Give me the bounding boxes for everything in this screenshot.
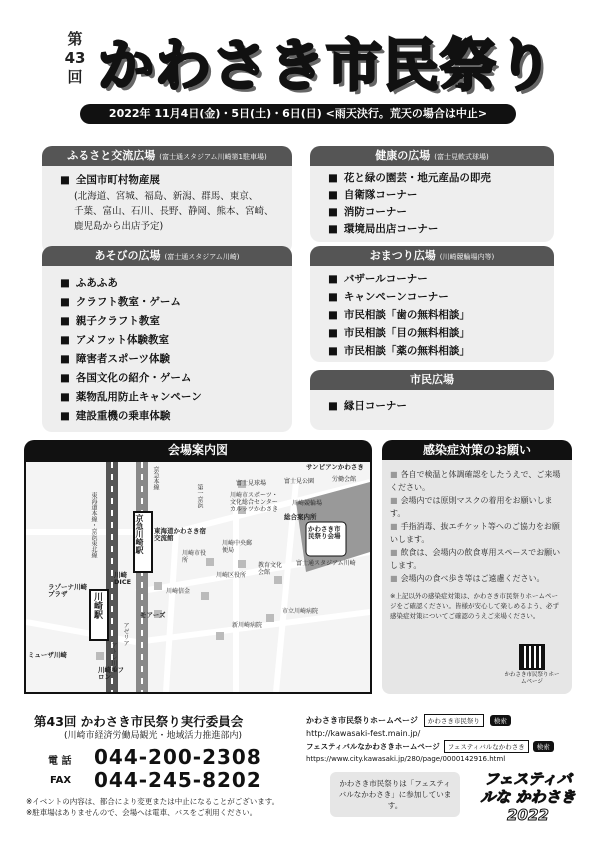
map-label-dice: 川崎DICE — [114, 571, 132, 586]
covid-item: ■ 会場内では原則マスクの着用をお願いします。 — [390, 494, 564, 520]
section-shimin-header — [310, 370, 554, 390]
list-item: ■ 市民相談「薬の無料相談」 — [328, 342, 544, 360]
map-label-fujimi-park: 富士見公園 — [284, 478, 315, 485]
section-kenko-header — [310, 146, 554, 166]
edition-label: 第43回 — [64, 30, 86, 86]
map-label-chuo-yubin: 川崎中央郵便局 — [222, 540, 253, 554]
covid-body — [382, 460, 572, 694]
venue-map-section — [24, 440, 372, 694]
qr-caption: かわさき市民祭りホームページ — [504, 672, 560, 685]
hp1-url[interactable]: http://kawasaki-fest.main.jp/ — [306, 729, 421, 738]
map-label-kuyakusho: 川崎区役所 — [216, 572, 247, 579]
section-shimin-body — [310, 390, 554, 430]
committee-name: 第43回 かわさき市民祭り実行委員会 — [34, 714, 244, 729]
sub-line: 千葉、富山、石川、長野、静岡、熊本、宮崎、 — [74, 206, 274, 217]
section-kenko — [310, 146, 554, 242]
links-block — [306, 714, 574, 763]
map-label-shin-kawasaki-hp: 新川崎病院 — [232, 622, 263, 629]
section-asobi-header — [42, 246, 292, 266]
tel-number[interactable]: 044-200-2308 — [94, 745, 262, 769]
map-label-sunpian: サンピアンかわさき — [306, 463, 364, 471]
section-omatsuri-header — [310, 246, 554, 266]
hp1-label: かわさき市民祭りホームページ — [306, 716, 418, 725]
list-item: ■ クラフト教室・ゲーム — [60, 293, 282, 312]
hp2-search-box[interactable]: フェスティバルなかわさき — [444, 740, 529, 753]
section-asobi-location: (富士通スタジアム川崎) — [164, 253, 240, 261]
section-omatsuri-location: (川崎競輪場内等) — [439, 253, 495, 261]
section-kenko-location: (富士見軟式球場) — [434, 153, 489, 161]
qr-code-icon[interactable] — [519, 644, 545, 670]
map-label-kawasaki-station: 川崎駅 — [92, 592, 102, 619]
hp1-search-box[interactable]: かわさき市民祭り — [424, 714, 484, 727]
map-label-lufron: 川崎ルフロン — [98, 666, 124, 681]
list-item: ■ ふあふあ — [60, 274, 282, 293]
map-label-daiichi-keihin: 第一京浜 — [196, 484, 203, 508]
sub-line: 鹿児島から出店予定) — [74, 221, 164, 232]
map-label-stadium: 富士通スタジアム川崎 — [296, 560, 356, 567]
map-label-muza: ミューザ川崎 — [28, 651, 67, 659]
covid-item: ■ 各自で検温と体調確認をしたうえで、ご来場ください。 — [390, 468, 564, 494]
section-furusato-location: (富士通スタジアム川崎第1駐車場) — [159, 153, 267, 161]
section-omatsuri-title: おまつり広場 — [369, 249, 436, 262]
hp2-label: フェスティバルなかわさきホームページ — [306, 742, 440, 751]
date-bar: 2022年 11月4日(金)・5日(土)・6日(日) <雨天決行。荒天の場合は中止> — [80, 104, 516, 124]
page-title: かわさき市民祭り — [98, 34, 554, 99]
covid-item: ■ 会場内の食べ歩き等はご遠慮ください。 — [390, 572, 564, 585]
map-label-shiritsu-hp: 市立川崎病院 — [282, 608, 319, 615]
list-item: ■ 自衛隊コーナー — [328, 187, 544, 204]
map-label-keirin: 川崎競輪場 — [292, 500, 323, 507]
covid-title: 感染症対策のお願い — [382, 440, 572, 460]
section-asobi-title: あそびの広場 — [94, 249, 161, 262]
map-label-tokaido: 東海道本線・京浜東北線 — [90, 492, 97, 558]
list-item: ■ 市民相談「目の無料相談」 — [328, 324, 544, 342]
fest-note: かわさき市民祭りは「フェスティバルなかわさき」に参加しています。 — [330, 772, 460, 817]
covid-note: ※上記以外の感染症対策は、かわさき市民祭りホームページをご確認ください。皆様が安心して楽しめるよう、必ず感染症対策についてご確認のうえご来場ください。 — [390, 592, 559, 620]
hp2-row — [306, 740, 574, 753]
footer-note: ※駐車場はありませんので、会場へは電車、バスをご利用ください。 — [26, 808, 258, 817]
covid-section — [382, 440, 572, 694]
tel-label: 電 話 — [48, 756, 72, 767]
map-label-acelo: アゼリア — [122, 622, 129, 646]
list-item: ■ 薬物乱用防止キャンペーン — [60, 388, 282, 407]
hp2-search-button[interactable]: 検索 — [533, 741, 554, 752]
list-item: ■ キャンペーンコーナー — [328, 288, 544, 306]
hp2-url[interactable]: https://www.city.kawasaki.jp/280/page/0000142916.html — [306, 755, 506, 763]
map-label-kyoiku: 教育文化会館 — [258, 562, 283, 576]
section-kenko-body — [310, 166, 554, 242]
section-omatsuri-body — [310, 266, 554, 362]
map-label-shukuba: 東海道かわさき宿交流館 — [154, 527, 206, 542]
covid-item: ■ 手指消毒、抜エチケット等へのご協力をお願いします。 — [390, 520, 564, 546]
map-label-shinkin: 川崎信金 — [166, 588, 191, 595]
map-label-rodo: 労働会館 — [332, 476, 357, 483]
committee-sub: (川崎市経済労働局観光・地域活力推進部内) — [64, 731, 243, 741]
covid-item: ■ 飲食は、会場内の飲食専用スペースでお願いします。 — [390, 546, 564, 572]
list-item: ■ 縁日コーナー — [328, 398, 544, 415]
list-item: ■ 花と緑の園芸・地元産品の即売 — [328, 170, 544, 187]
hp1-search-button[interactable]: 検索 — [490, 715, 511, 726]
section-shimin-title: 市民広場 — [410, 373, 454, 386]
list-item: ■ 市民相談「歯の無料相談」 — [328, 306, 544, 324]
list-item: ■ 各国文化の紹介・ゲーム — [60, 369, 282, 388]
section-furusato — [42, 146, 292, 254]
map-label-fujimi-field: 富士見球場 — [236, 480, 267, 487]
section-asobi-body — [42, 266, 292, 432]
list-item: ■ アメフット体験教室 — [60, 331, 282, 350]
list-item: ■ 消防コーナー — [328, 204, 544, 221]
section-furusato-title: ふるさと交流広場 — [67, 149, 156, 162]
list-item: ■ 親子クラフト教室 — [60, 312, 282, 331]
hp1-row — [306, 714, 574, 727]
festival-logo: フェスティバルな かわさき 2022 — [480, 770, 576, 824]
map-label-atre: アトレ川崎 — [110, 642, 117, 672]
list-item: ■ バザールコーナー — [328, 270, 544, 288]
map-label-more: モアーズ — [140, 611, 166, 619]
venue-map — [24, 460, 372, 694]
map-label-keikyu-station: 京急川崎駅 — [135, 514, 144, 554]
map-label-lazona: ラゾーナ川崎プラザ — [48, 583, 87, 598]
map-label-shiyakusho: 川崎市役所 — [182, 550, 207, 564]
qr-block — [502, 644, 562, 686]
sub-line: (北海道、宮城、福島、新潟、群馬、東京、 — [74, 191, 259, 202]
venue-map-title: 会場案内図 — [24, 440, 372, 460]
list-item: ■ 全国市町村物産展 — [60, 172, 282, 189]
section-omatsuri — [310, 246, 554, 362]
map-label-annaisho: 総合案内所 — [284, 513, 317, 521]
section-kenko-title: 健康の広場 — [375, 149, 431, 162]
section-furusato-header — [42, 146, 292, 166]
map-label-sports-center: 川崎市スポーツ・文化総合センター カルッツかわさき — [230, 492, 279, 513]
list-item: ■ 建設重機の乗車体験 — [60, 407, 282, 426]
fax-label: FAX — [50, 775, 72, 786]
map-label-venue: かわさき市民祭り会場 — [308, 525, 341, 540]
list-item: ■ 環境局出店コーナー — [328, 221, 544, 238]
section-shimin — [310, 370, 554, 430]
footer-note: ※イベントの内容は、都合により変更または中止になることがございます。 — [26, 797, 280, 806]
fax-number: 044-245-8202 — [94, 768, 262, 792]
section-furusato-body — [42, 166, 292, 254]
section-asobi — [42, 246, 292, 432]
map-label-keikyu-line: 京急本線 — [152, 466, 159, 490]
list-item: ■ 障害者スポーツ体験 — [60, 350, 282, 369]
